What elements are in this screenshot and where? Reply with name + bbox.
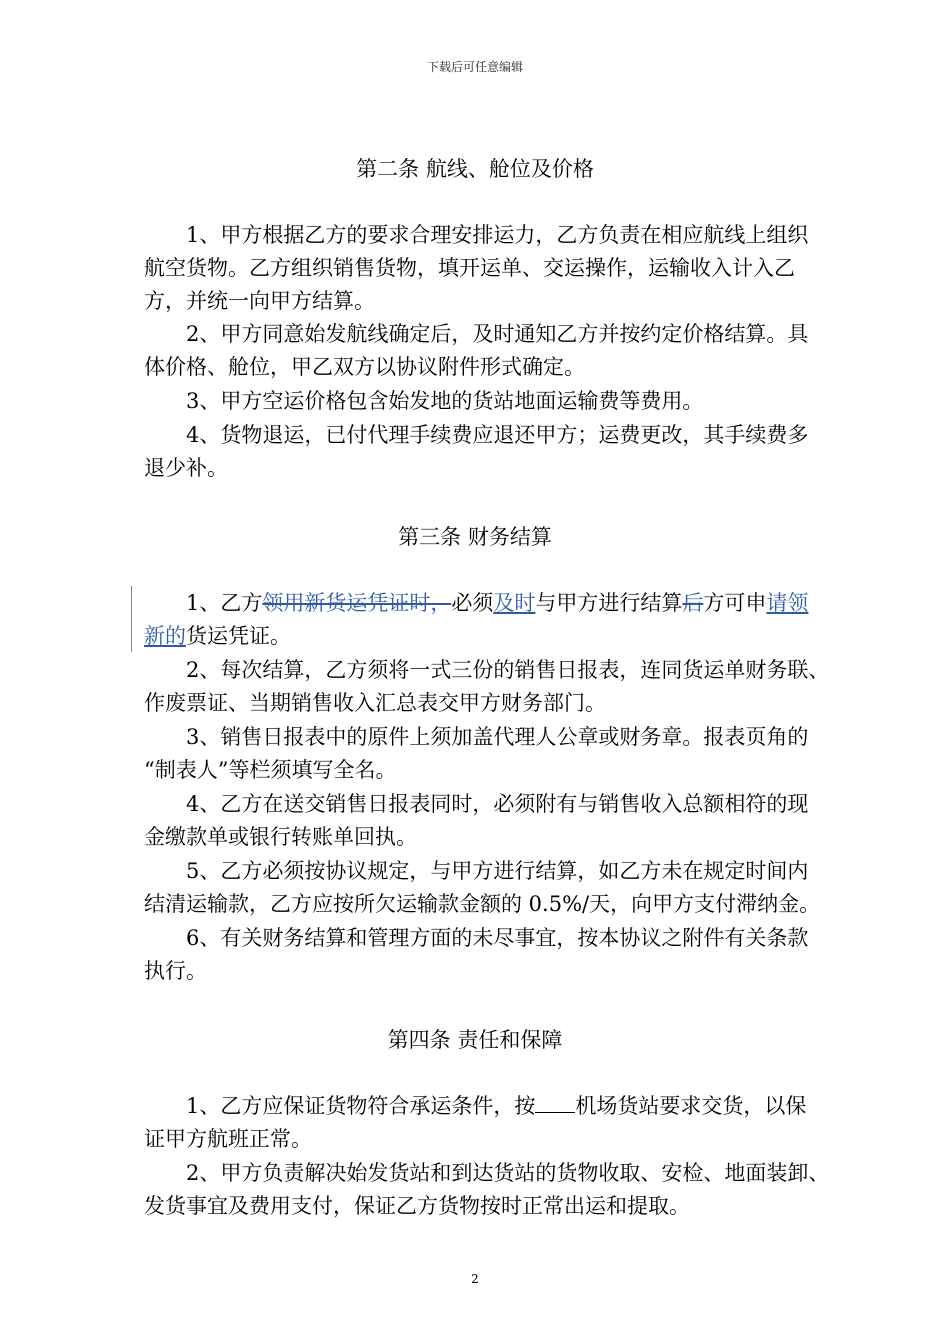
deleted-text: 领用新货运凭证时， — [262, 591, 452, 615]
paragraph-line: 5、乙方必须按协议规定，与甲方进行结算，如乙方未在规定时间内 — [186, 859, 809, 883]
tracked-change-line — [144, 587, 894, 620]
page-number: 2 — [471, 1272, 479, 1286]
page-header: 下载后可任意编辑 — [426, 60, 523, 74]
inserted-text: 新的 — [144, 624, 186, 648]
paragraph-line: 1、甲方根据乙方的要求合理安排运力，乙方负责在相应航线上组织 — [186, 223, 809, 247]
paragraph-line: 作废票证、当期销售收入汇总表交甲方财务部门。 — [144, 691, 606, 715]
text-run: 货运凭证。 — [186, 624, 291, 648]
inserted-text: 请领 — [766, 591, 809, 615]
paragraph-line: 金缴款单或银行转账单回执。 — [144, 825, 417, 849]
paragraph-line: 2、每次结算，乙方须将一式三份的销售日报表，连同货运单财务联、 — [186, 658, 830, 682]
text-run: 必须 — [451, 591, 494, 615]
paragraph-line: 执行。 — [144, 959, 207, 983]
paragraph-line: 2、甲方同意始发航线确定后，及时通知乙方并按约定价格结算。具 — [186, 322, 809, 346]
inserted-text: 及时 — [493, 591, 536, 615]
paragraph-line — [144, 1090, 894, 1123]
paragraph-line: 体价格、舱位，甲乙双方以协议附件形式确定。 — [144, 355, 585, 379]
section-2-title: 第二条 航线、舱位及价格 — [356, 157, 594, 181]
text-run: 机场货站要求交货，以保 — [575, 1094, 807, 1118]
text-run: 与甲方进行结算 — [535, 591, 683, 615]
text-run: 1、乙方应保证货物符合承运条件，按 — [186, 1094, 536, 1118]
paragraph-line: 4、乙方在送交销售日报表同时，必须附有与销售收入总额相符的现 — [186, 792, 809, 816]
paragraph-line: 6、有关财务结算和管理方面的未尽事宜，按本协议之附件有关条款 — [186, 926, 809, 950]
paragraph-line: “制表人”等栏须填写全名。 — [144, 758, 397, 782]
tracked-change-line — [144, 620, 852, 653]
text-run: 1、乙方 — [186, 591, 263, 615]
paragraph-line: 航空货物。乙方组织销售货物，填开运单、交运操作，运输收入计入乙 — [144, 256, 795, 280]
paragraph-line: 证甲方航班正常。 — [144, 1127, 312, 1151]
paragraph-line: 发货事宜及费用支付，保证乙方货物按时正常出运和提取。 — [144, 1194, 690, 1218]
paragraph-line: 退少补。 — [144, 456, 228, 480]
paragraph-line: 3、销售日报表中的原件上须加盖代理人公章或财务章。报表页角的 — [186, 725, 809, 749]
paragraph-line: 2、甲方负责解决始发货站和到达货站的货物收取、安检、地面装卸、 — [186, 1161, 830, 1185]
paragraph-line: 方，并统一向甲方结算。 — [144, 289, 375, 313]
paragraph-line: 3、甲方空运价格包含始发地的货站地面运输费等费用。 — [186, 389, 704, 413]
text-run: 方可申 — [703, 591, 767, 615]
revision-change-bar — [131, 586, 132, 652]
section-4-title: 第四条 责任和保障 — [387, 1028, 563, 1052]
fill-in-blank — [535, 1092, 575, 1113]
section-3-title: 第三条 财务结算 — [398, 525, 552, 549]
paragraph-line: 结清运输款，乙方应按所欠运输款金额的 0.5%/天，向甲方支付滞纳金。 — [144, 892, 821, 916]
paragraph-line: 4、货物退运，已付代理手续费应退还甲方；运费更改，其手续费多 — [186, 423, 809, 447]
deleted-text: 后 — [682, 591, 704, 615]
